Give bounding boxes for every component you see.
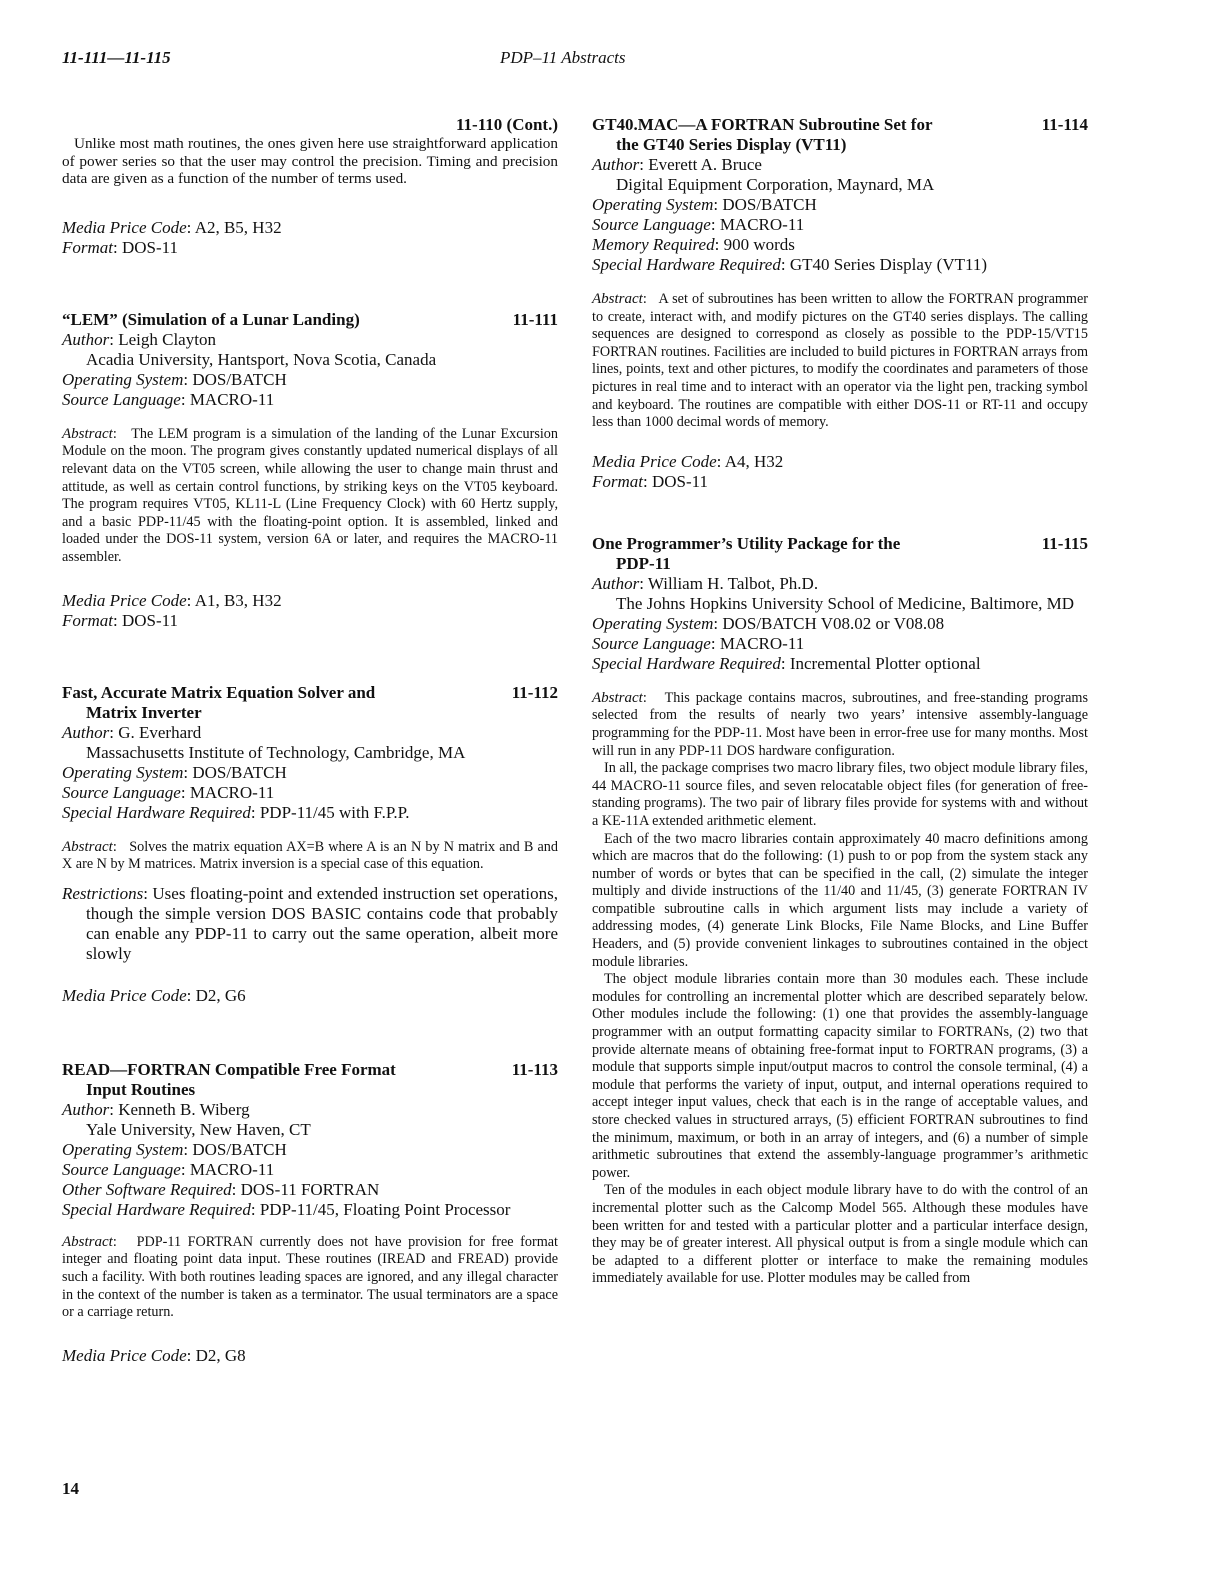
affiliation: Digital Equipment Corporation, Maynard, MA xyxy=(616,175,935,194)
affiliation: The Johns Hopkins University School of Medicine, Baltimore, MD xyxy=(616,593,1075,613)
entry-title-row xyxy=(592,115,1088,155)
author: Author: William H. Talbot, Ph.D. xyxy=(592,573,819,593)
abstract-paragraph: In all, the package comprises two macro library files, two object module library files, 44 MACRO-11 source files, and seven relocatable object files (for generation of free-standing programs). The two pair of library files provide for systems with and without a KE-11A extended arithmetic element. xyxy=(592,760,1088,829)
entry-title-row xyxy=(592,534,1088,574)
entry-number: 11-111 xyxy=(512,309,558,329)
affiliation: Massachusetts Institute of Technology, Cambridge, MA xyxy=(86,742,466,762)
entry-number: 11-114 xyxy=(1041,115,1088,134)
format: Format: DOS-11 xyxy=(592,471,709,491)
right-column xyxy=(592,115,1088,1288)
entry-title-row xyxy=(62,310,558,330)
source-language: Source Language: MACRO-11 xyxy=(62,389,275,409)
abstract-paragraph: The object module libraries contain more than 30 modules each. These include modules for controlling an incremental plotter which are described separately below. Other modules include the following: (1) one that provides the assembly-language programmer with an output formatting capacity similar to FORTRANs, (2) two that provide alternate means of obtaining free-format input to FORTRAN programs, (3) a module that supports simple input/output macros to control the console terminal, (4) a module that performs the variety of input, output, and internal operations required to accept integer input values, check that each is in the range of acceptable values, and store checked values in structured arrays, (5) efficient FORTRAN subroutines to find the minimum, maximum, or both in an array of integers, and (6) a number of simple arithmetic subroutines that extend the assembly-language programmer’s arithmetic power. xyxy=(592,971,1088,1181)
entry-11-112 xyxy=(62,683,558,1006)
source-language: Source Language: MACRO-11 xyxy=(592,633,805,653)
abstract: Abstract: This package contains macros, subroutines, and free-standing programs selected from the results of nearly two years’ intensive assembly-language programming for the PDP-11. Most have been in error-free use for many months. Most will run in any PDP-11 DOS hardware configuration. xyxy=(592,689,1088,759)
entry-title: Fast, Accurate Matrix Equation Solver and Matrix Inverter xyxy=(62,682,376,722)
entry-title: “LEM” (Simulation of a Lunar Landing) xyxy=(62,309,360,329)
abstract-paragraph: Ten of the modules in each object module library have to do with the control of an incremental plotter such as the Calcomp Model 565. Although these modules have been written for and tested with a particular plotter and a particular interface design, they may be of greater interest. All physical output is from a single module which can be adapted to a different plotter or interface to make the remaining modules immediately available for use. Plotter modules may be called from xyxy=(592,1182,1088,1287)
author: Author: Leigh Clayton xyxy=(62,329,216,349)
page-number: 14 xyxy=(62,1479,79,1498)
entry-11-111 xyxy=(62,310,558,631)
abstract: Abstract: A set of subroutines has been written to allow the FORTRAN programmer to create, interact with, and modify pictures on the GT40 series displays. The calling sequences are designed to correspond as closely as possible to the PDP-15/VT15 FORTRAN routines. Facilities are included to build pictures in FORTRAN arrays from lines, points, text and other pictures, to modify the coordinates and parameters of those pictures in real time and to interact with an operator via the light pen, tracking symbol and keyboard. The routines are compatible with either DOS-11 or RT-11 and occupy less than 1000 decimal words of memory. xyxy=(592,291,1088,431)
abstract: Abstract: Solves the matrix equation AX=B where A is an N by N matrix and B and X are N by M matrices. Matrix inversion is a special case of this equation. xyxy=(62,838,558,873)
author: Author: G. Everhard xyxy=(62,722,202,742)
author: Author: Kenneth B. Wiberg xyxy=(62,1099,250,1119)
memory-required: Memory Required: 900 words xyxy=(592,235,795,254)
operating-system: Operating System: DOS/BATCH V08.02 or V08.08 xyxy=(592,613,945,633)
entry-number: 11-110 (Cont.) xyxy=(456,115,558,134)
other-software: Other Software Required: DOS-11 FORTRAN xyxy=(62,1179,380,1199)
entry-11-115 xyxy=(592,534,1088,1288)
media-price-code: Media Price Code: A4, H32 xyxy=(592,451,784,471)
entry-number: 11-113 xyxy=(511,1059,558,1079)
special-hardware: Special Hardware Required: GT40 Series Display (VT11) xyxy=(592,255,988,274)
entry-title: READ—FORTRAN Compatible Free Format Input Routines xyxy=(62,1059,396,1099)
running-header-range: 11-111—11-115 xyxy=(62,48,171,67)
entry-number: 11-115 xyxy=(1041,533,1088,553)
entry-title: One Programmer’s Utility Package for the PDP-11 xyxy=(592,533,901,573)
format: Format: DOS-11 xyxy=(62,610,179,630)
entry-title: GT40.MAC—A FORTRAN Subroutine Set for the GT40 Series Display (VT11) xyxy=(592,115,933,154)
affiliation: Yale University, New Haven, CT xyxy=(86,1119,311,1139)
media-price-code: Media Price Code: D2, G6 xyxy=(62,985,246,1005)
abstract: Abstract: PDP-11 FORTRAN currently does not have provision for free format integer and floating point data input. These routines (IREAD and FREAD) provide such a facility. With both routines leading spaces are ignored, and any illegal character in the context of the number is taken as a terminator. The usual terminators are a space or a carriage return. xyxy=(62,1233,559,1321)
operating-system: Operating System: DOS/BATCH xyxy=(62,369,287,389)
author: Author: Everett A. Bruce xyxy=(592,155,762,174)
special-hardware: Special Hardware Required: Incremental Plotter optional xyxy=(592,653,981,673)
operating-system: Operating System: DOS/BATCH xyxy=(62,1139,287,1159)
entry-11-110-cont xyxy=(62,115,558,258)
operating-system: Operating System: DOS/BATCH xyxy=(592,195,817,214)
entry-11-113 xyxy=(62,1060,558,1366)
media-price-code: Media Price Code: D2, G8 xyxy=(62,1345,246,1365)
source-language: Source Language: MACRO-11 xyxy=(62,1159,275,1179)
entry-text: Unlike most math routines, the ones given here use straightforward application of power series so that the user may control the precision. Timing and precision data are given as a function of the number of terms used. xyxy=(62,135,558,188)
abstract: Abstract: The LEM program is a simulation of the landing of the Lunar Excursion Module on the moon. The program gives constantly updated numerical displays of all relevant data on the VT05 screen, while allowing the user to change main thrust and attitude, as well as certain control functions, by striking keys on the VT05 keyboard. The program requires VT05, KL11-L (Line Frequency Clock) with 60 Hertz supply, and a basic PDP-11/45 with the floating-point option. It is assembled, linked and loaded under the DOS-11 system, version 6A or later, and requires the MACRO-11 assembler. xyxy=(62,425,558,565)
entry-number: 11-112 xyxy=(511,682,558,702)
entry-11-114 xyxy=(592,115,1088,492)
affiliation: Acadia University, Hantsport, Nova Scotia, Canada xyxy=(86,349,437,369)
special-hardware: Special Hardware Required: PDP-11/45, Floating Point Processor xyxy=(62,1199,511,1219)
abstract-paragraph: Each of the two macro libraries contain approximately 40 macro definitions among which are macros that do the following: (1) push to or pop from the system stack any number of words or bytes that can be specified in the call, (2) simulate the integer multiply and divide instructions of the 11/40 and 11/45, (3) generate FORTRAN IV compatible subroutine calls in which argument lists may include a variety of addressing modes, (4) generate Link Blocks, File Name Blocks, and Line Buffer Headers, and (5) provide convenient linkages to subroutines contained in the object module libraries. xyxy=(592,830,1088,970)
source-language: Source Language: MACRO-11 xyxy=(62,782,275,802)
entry-title-row xyxy=(62,1060,558,1100)
source-language: Source Language: MACRO-11 xyxy=(592,215,805,234)
running-header-title: PDP–11 Abstracts xyxy=(500,48,626,67)
media-price-code: Media Price Code: A2, B5, H32 xyxy=(62,217,282,237)
format: Format: DOS-11 xyxy=(62,237,179,257)
operating-system: Operating System: DOS/BATCH xyxy=(62,762,287,782)
left-column xyxy=(62,115,558,1366)
restrictions: Restrictions: Uses floating-point and extended instruction set operations, though the simple version DOS BASIC contains code that probably can enable any PDP-11 to carry out the same operation, albeit more slowly xyxy=(62,883,558,963)
entry-title-row xyxy=(62,683,558,723)
special-hardware: Special Hardware Required: PDP-11/45 with F.P.P. xyxy=(62,802,410,822)
media-price-code: Media Price Code: A1, B3, H32 xyxy=(62,590,282,610)
